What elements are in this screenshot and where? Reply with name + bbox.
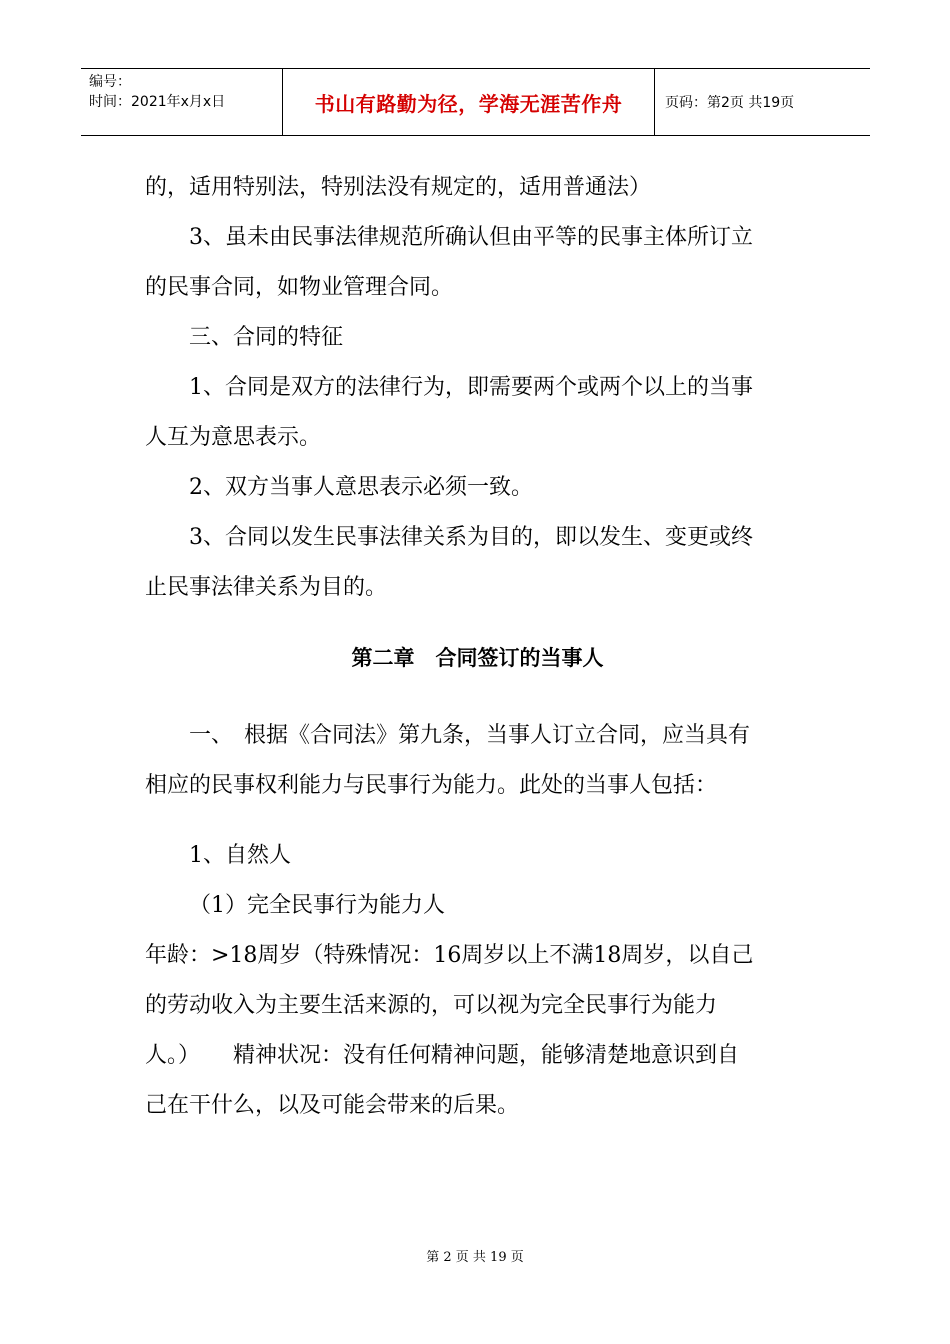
header-page-cell — [655, 69, 870, 135]
page-number-label: 页码：第2页 共19页 — [665, 95, 795, 111]
paragraph-line: （1）完全民事行为能力人 — [189, 893, 445, 918]
paragraph-line: 的民事合同，如物业管理合同。 — [145, 275, 454, 300]
paragraph-line: 1、自然人 — [189, 843, 291, 868]
paragraph-line: 的，适用特别法，特别法没有规定的，适用普通法） — [145, 175, 652, 200]
page-header — [81, 68, 870, 136]
page-footer: 第 2 页 共 19 页 — [426, 1250, 524, 1265]
paragraph-line: 人。） 精神状况：没有任何精神问题，能够清楚地意识到自 — [145, 1043, 740, 1068]
section-heading: 三、合同的特征 — [189, 325, 344, 350]
paragraph-line: 一、 根据《合同法》第九条，当事人订立合同，应当具有 — [189, 723, 751, 748]
header-motto-cell — [283, 69, 655, 135]
paragraph-line: 年龄：>18周岁（特殊情况：16周岁以上不满18周岁，以自己 — [145, 943, 754, 968]
spacer — [145, 811, 810, 831]
chapter-title: 第二章 合同签订的当事人 — [351, 646, 604, 670]
paragraph-line: 2、双方当事人意思表示必须一致。 — [189, 475, 533, 500]
document-body — [145, 163, 810, 1131]
paragraph-line: 人互为意思表示。 — [145, 425, 322, 450]
paragraph-line: 3、合同以发生民事法律关系为目的，即以发生、变更或终 — [189, 525, 753, 550]
paragraph-line: 止民事法律关系为目的。 — [145, 575, 388, 600]
header-meta-cell — [81, 69, 283, 135]
motto-text: 书山有路勤为径，学海无涯苦作舟 — [314, 91, 623, 116]
paragraph-line: 1、合同是双方的法律行为，即需要两个或两个以上的当事 — [189, 375, 753, 400]
time-label: 时间：2021年x月x日 — [89, 94, 226, 110]
paragraph-line: 的劳动收入为主要生活来源的，可以视为完全民事行为能力 — [145, 993, 718, 1018]
paragraph-line: 相应的民事权利能力与民事行为能力。此处的当事人包括： — [145, 773, 718, 798]
number-label: 编号： — [89, 74, 131, 90]
paragraph-line: 己在干什么，以及可能会带来的后果。 — [145, 1093, 520, 1118]
paragraph-line: 3、虽未由民事法律规范所确认但由平等的民事主体所订立 — [189, 225, 753, 250]
